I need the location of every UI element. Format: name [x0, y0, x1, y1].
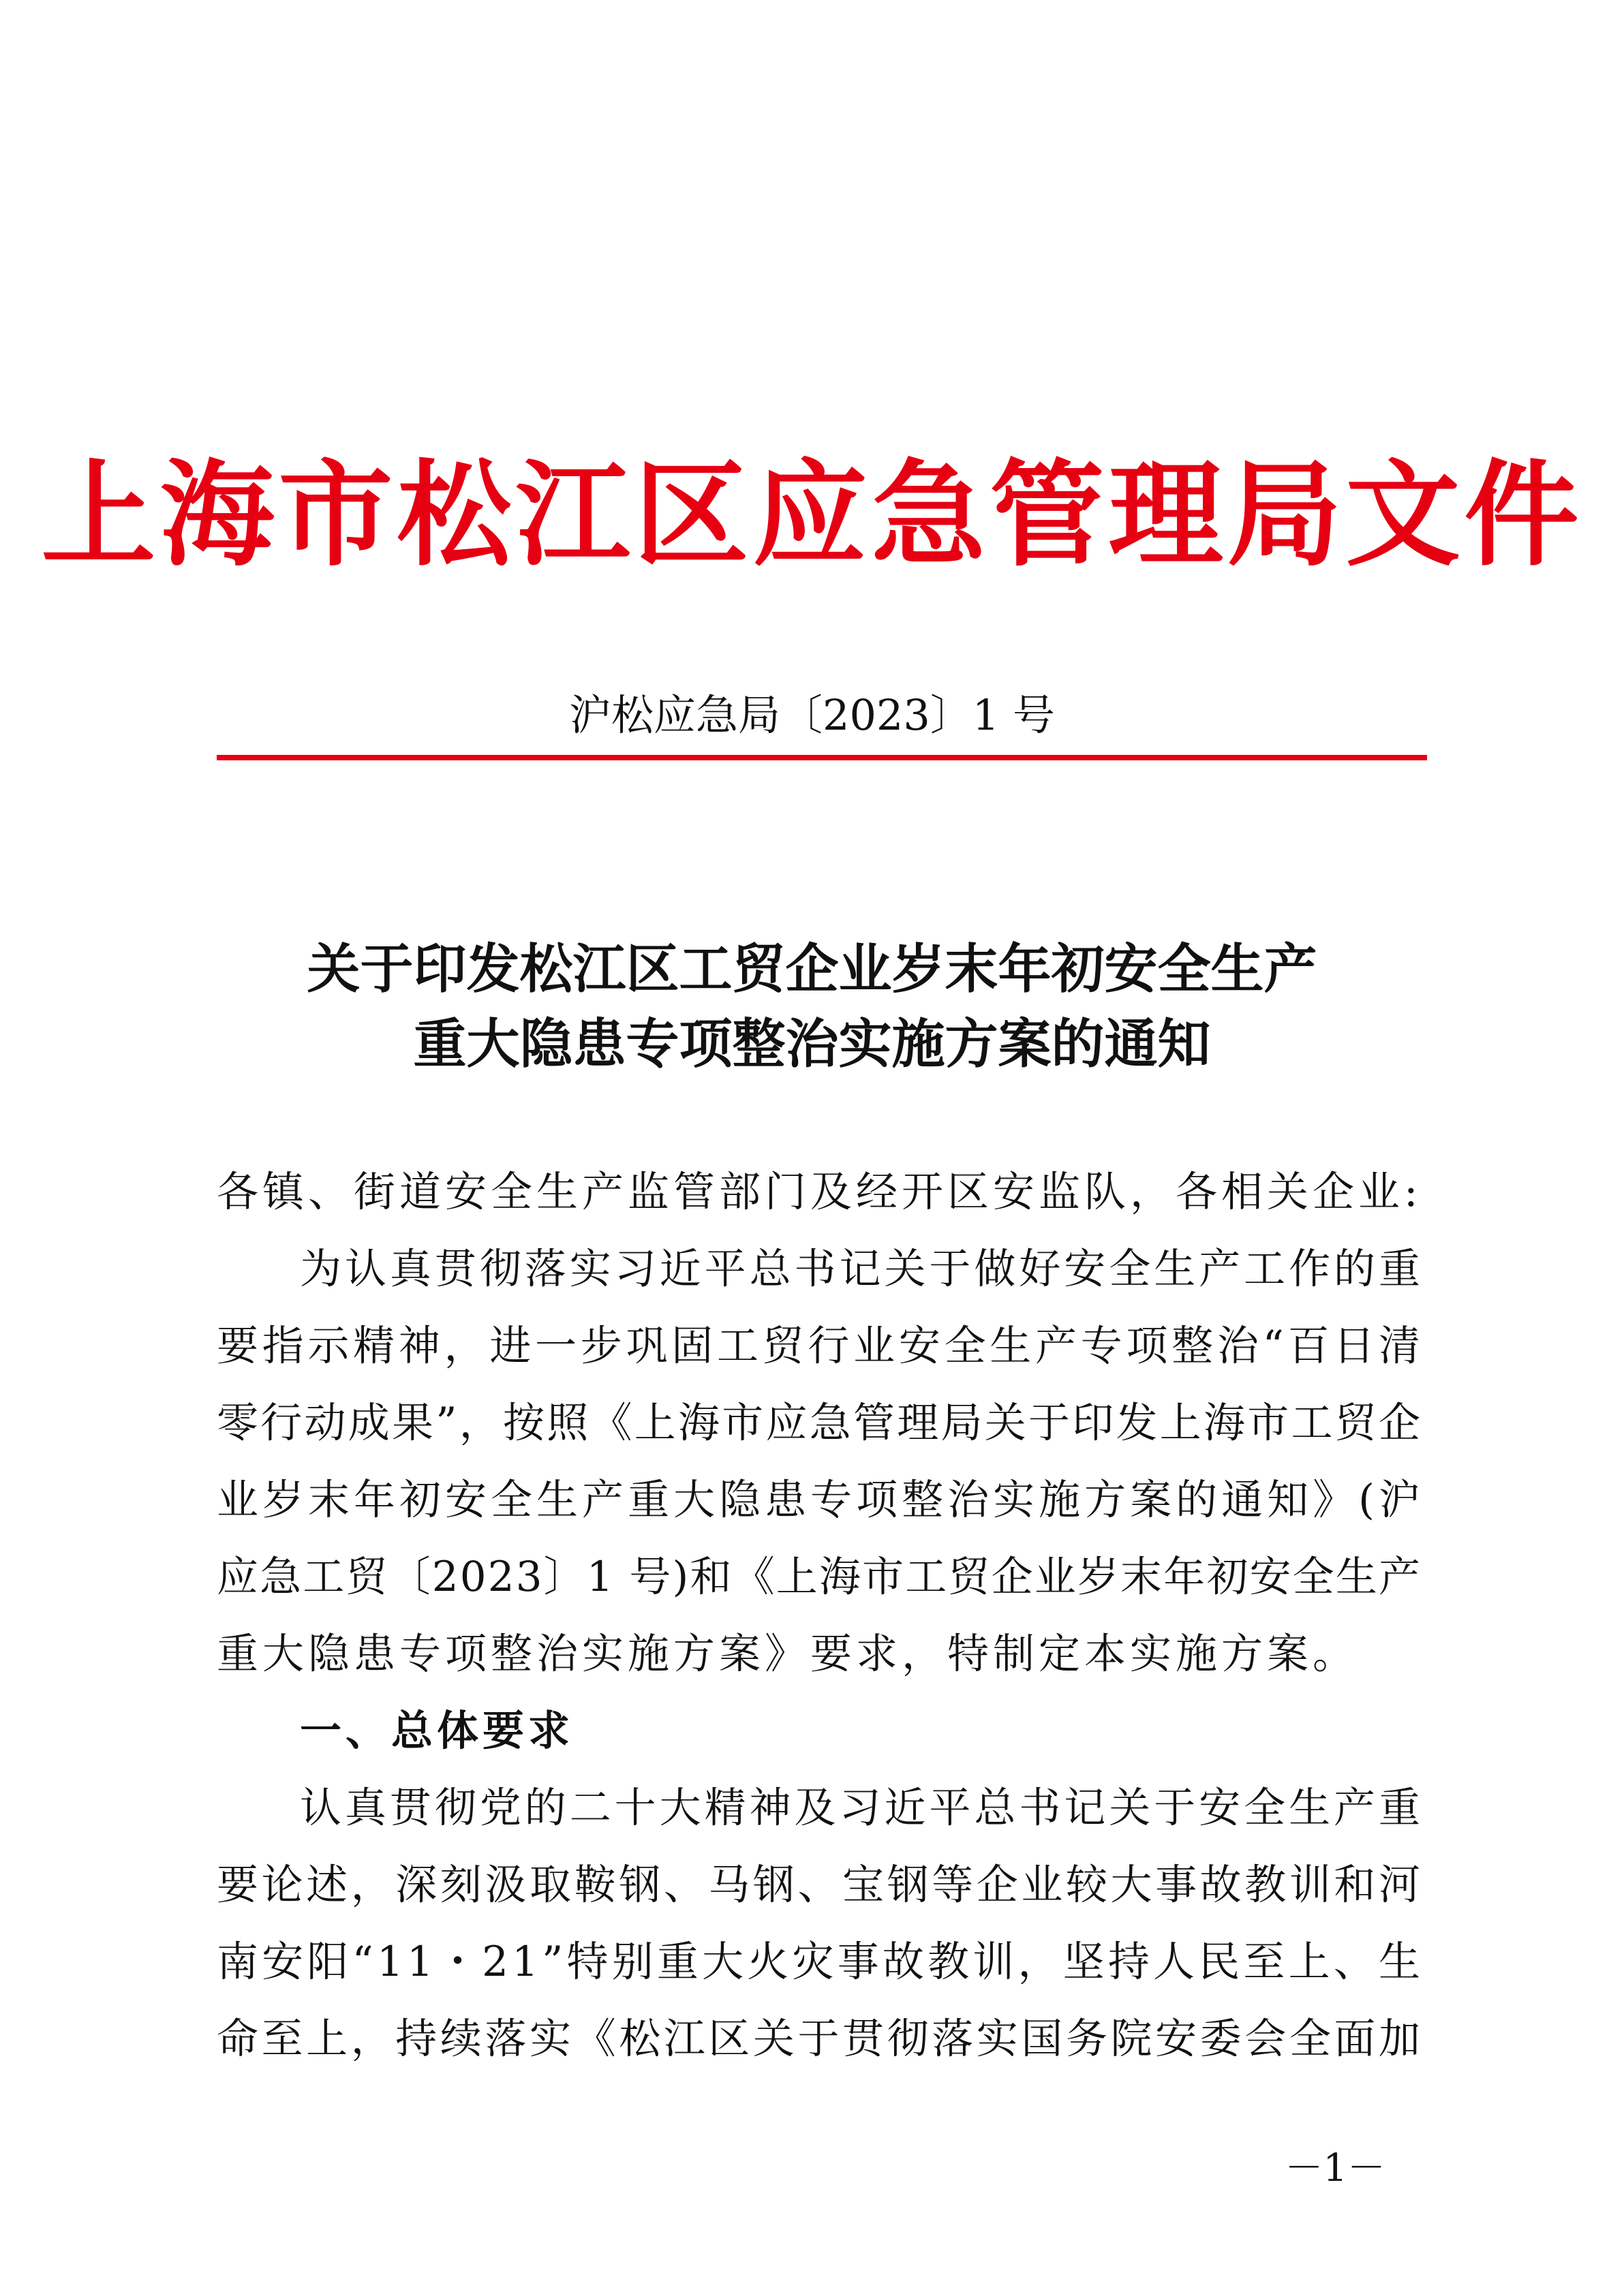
intro-paragraph-line: 要指示精神，进一步巩固工贸行业安全生产专项整治“百日清: [217, 1322, 1424, 1370]
section1-paragraph-line: 要论述，深刻汲取鞍钢、马钢、宝钢等企业较大事故教训和河: [217, 1861, 1424, 1909]
section-heading-overall-requirements: 一、总体要求: [300, 1707, 574, 1755]
section1-paragraph-line: 南安阳“11・21”特别重大火灾事故教训，坚持人民至上、生: [217, 1938, 1424, 1986]
intro-paragraph-line: 为认真贯彻落实习近平总书记关于做好安全生产工作的重: [300, 1245, 1424, 1293]
salutation: 各镇、街道安全生产监管部门及经开区安监队，各相关企业:: [217, 1168, 1422, 1216]
section1-paragraph-line: 认真贯彻党的二十大精神及习近平总书记关于安全生产重: [300, 1784, 1424, 1832]
red-divider: [217, 755, 1427, 760]
intro-paragraph-line: 重大隐患专项整治实施方案》要求，特制定本实施方案。: [217, 1630, 1359, 1678]
notice-title-line-1: 关于印发松江区工贸企业岁末年初安全生产: [307, 938, 1317, 1000]
intro-paragraph-line: 业岁末年初安全生产重大隐患专项整治实施方案的通知》(沪: [217, 1476, 1424, 1524]
intro-paragraph-line: 应急工贸〔2023〕1 号)和《上海市工贸企业岁末年初安全生产: [217, 1553, 1422, 1601]
page-number: －1－: [1285, 2146, 1385, 2190]
section1-paragraph-line: 命至上，持续落实《松江区关于贯彻落实国务院安委会全面加: [217, 2015, 1424, 2063]
document-issuer-title: 上海市松江区应急管理局文件: [41, 447, 1583, 582]
document-number: 沪松应急局〔2023〕1 号: [569, 690, 1055, 740]
intro-paragraph-line: 零行动成果”，按照《上海市应急管理局关于印发上海市工贸企: [217, 1399, 1423, 1447]
notice-title-line-2: 重大隐患专项整治实施方案的通知: [413, 1013, 1211, 1075]
